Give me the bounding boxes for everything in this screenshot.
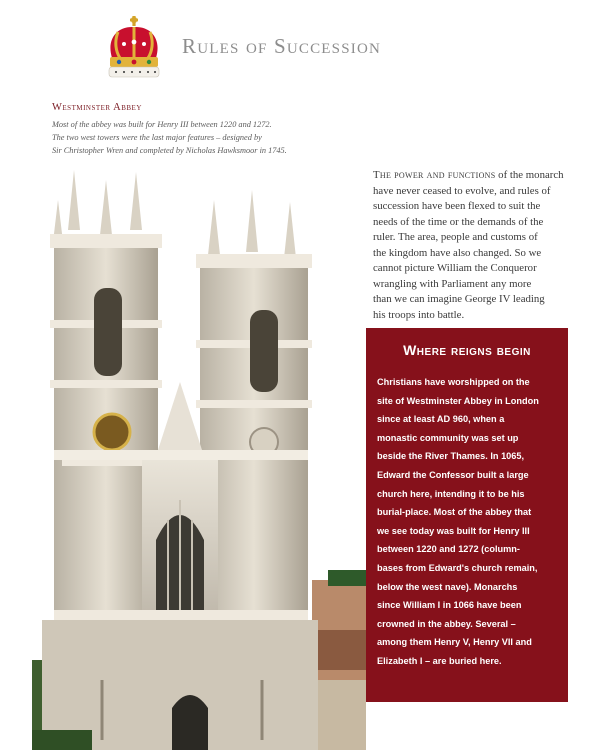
intro-paragraph: The power and functions of the monarch have never ceased to evolve, and rules of succession have been flexed to suit the needs of the time or the demands of the ruler. The area, people and customs of the kingdom have also changed. So we cannot picture William the Conqueror wrangling with Parliament any more than we can imagine George IV leading his troops into battle. — [373, 169, 564, 321]
crown-icon — [104, 14, 164, 82]
sidebar-text: Christians have worshipped on the site of Westminster Abbey in London since at least AD 960, when a monastic community was set up beside the River Thames. In 1065, Edward the Confessor built a large church here, intending it to be his burial-place. Most of the abbey that we see today was built for Henry III between 1220 and 1272 (column- bases from Edward's church remain, below the west nave). Monarchs since William I in 1066 have been crowned in the abbey. Several – among them Henry V, Henry VII and Elizabeth I – are buried here. — [377, 377, 539, 666]
caption-heading: Westminster Abbey — [52, 102, 142, 113]
photo-caption: Most of the abbey was built for Henry III between 1220 and 1272. The two west towers were the last major features – designed by Sir Christopher Wren and completed by Nicholas Hawksmoor in 1745. — [52, 120, 287, 155]
sidebar-box — [366, 328, 568, 702]
sidebar-heading: Where reigns begin — [403, 342, 531, 358]
westminster-abbey-photo — [32, 160, 366, 750]
page-title: Rules of Succession — [182, 34, 382, 58]
